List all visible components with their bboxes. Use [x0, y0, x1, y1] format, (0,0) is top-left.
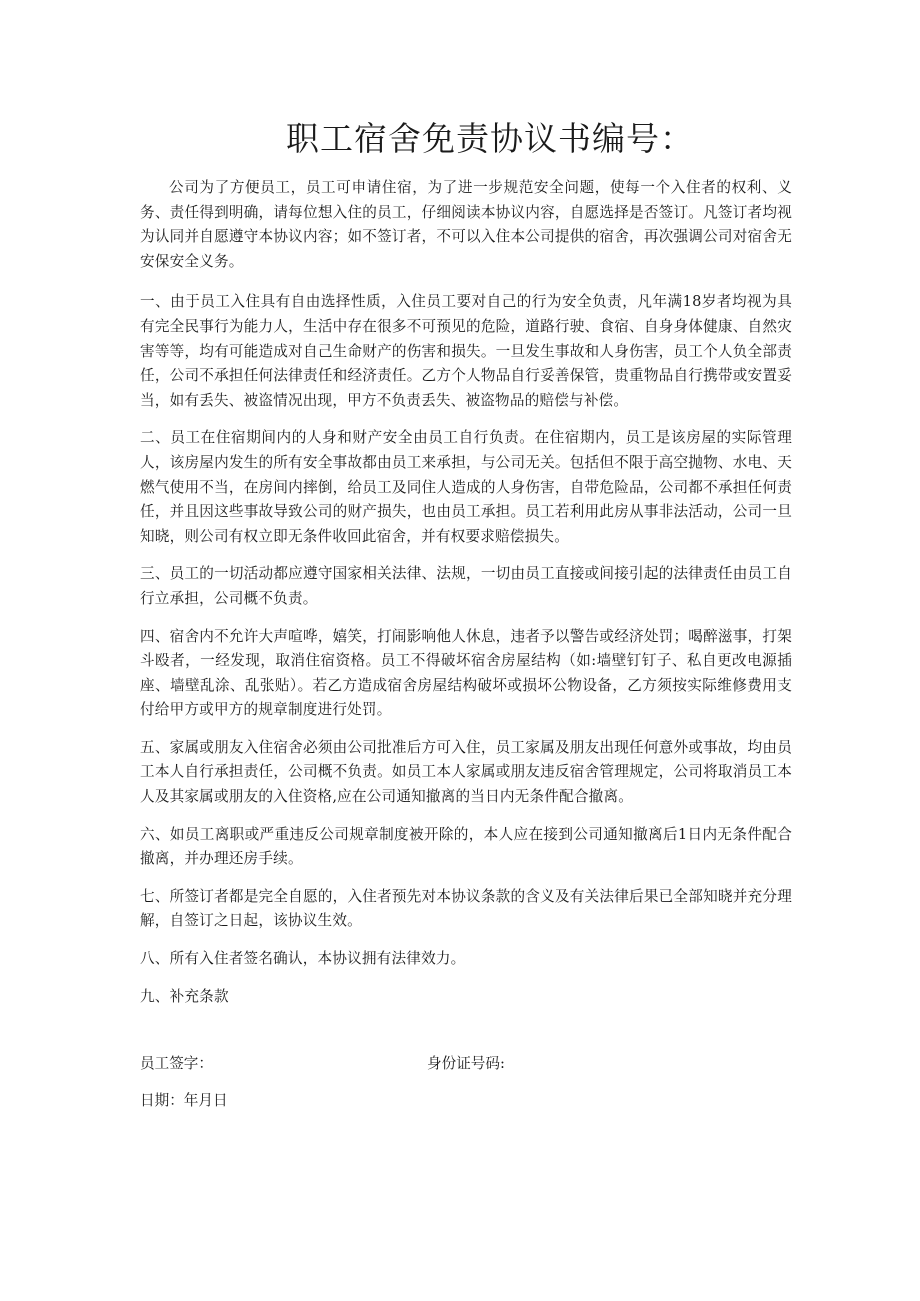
clause-8: 八、所有入住者签名确认，本协议拥有法律效力。 [140, 950, 466, 968]
clause-5: 五、家属或朋友入住宿舍必须由公司批准后方可入住，员工家属及朋友出现任何意外或事故，均由员工本人自行承担责任，公司概不负责。如员工本人家属或朋友违反宿舍管理规定，公司将取消员工本人及其家属或朋友的入住资格,应在公司通知撤离的当日内无条件配合撤离。 [140, 738, 792, 806]
agreement-body [140, 176, 792, 1022]
clause-7: 七、所签订者都是完全自愿的，入住者预先对本协议条款的含义及有关法律后果已全部知晓并充分理解，自签订之日起，该协议生效。 [140, 887, 792, 930]
clause-4: 四、宿舍内不允许大声喧哗，嬉笑，打闹影响他人休息，违者予以警告或经济处罚；喝醉滋事，打架斗殴者，一经发现，取消住宿资格。员工不得破坏宿舍房屋结构（如:墙壁钉钉子、私自更改电源插座、墙壁乱涂、乱张贴）。若乙方造成宿舍房屋结构破坏或损坏公物设备，乙方须按实际维修费用支付给甲方或甲方的规章制度进行处罚。 [140, 627, 792, 719]
date-label: 日期：年月日 [140, 1092, 228, 1109]
signature-row [140, 1052, 792, 1076]
clause-9: 九、补充条款 [140, 987, 229, 1005]
clause-1: 一、由于员工入住具有自由选择性质，入住员工要对自己的行为安全负责，凡年满18岁者均视为具有完全民事行为能力人，生活中存在很多不可预见的危险，道路行驶、食宿、自身身体健康、自然灾害等等，均有可能造成对自己生命财产的伤害和损失。一旦发生事故和人身伤害，员工个人负全部责任，公司不承担任何法律责任和经济责任。乙方个人物品自行妥善保管，贵重物品自行携带或安置妥当，如有丢失、被盗情况出现，甲方不负责丢失、被盗物品的赔偿与补偿。 [140, 293, 792, 409]
clause-3: 三、员工的一切活动都应遵守国家相关法律、法规，一切由员工直接或间接引起的法律责任由员工自行立承担，公司概不负责。 [140, 565, 792, 607]
document-title: 职工宿舍免责协议书编号： [286, 119, 694, 158]
clause-2: 二、员工在住宿期间内的人身和财产安全由员工自行负责。在住宿期内，员工是该房屋的实际管理人，该房屋内发生的所有安全事故都由员工来承担，与公司无关。包括但不限于高空抛物、水电、天燃气使用不当，在房间内摔倒，给员工及同住人造成的人身伤害，自带危险品，公司都不承担任何责任，并且因这些事故导致公司的财产损失，也由员工承担。员工若利用此房从事非法活动，公司一旦知晓，则公司有权立即无条件收回此宿舍，并有权要求赔偿损失。 [140, 429, 792, 545]
employee-signature-label: 员工签字： [140, 1055, 213, 1072]
intro-paragraph: 公司为了方便员工，员工可申请住宿，为了进一步规范安全问题，使每一个入住者的权利、义务、责任得到明确，请每位想入住的员工，仔细阅读本协议内容，自愿选择是否签订。凡签订者均视为认同并自愿遵守本协议内容；如不签订者，不可以入住本公司提供的宿舍，再次强调公司对宿舍无安保安全义务。 [140, 179, 792, 270]
clause-6: 六、如员工离职或严重违反公司规章制度被开除的，本人应在接到公司通知撤离后1日内无条件配合撤离，并办理还房手续。 [140, 825, 792, 868]
id-number-label: 身份证号码: [427, 1055, 505, 1072]
